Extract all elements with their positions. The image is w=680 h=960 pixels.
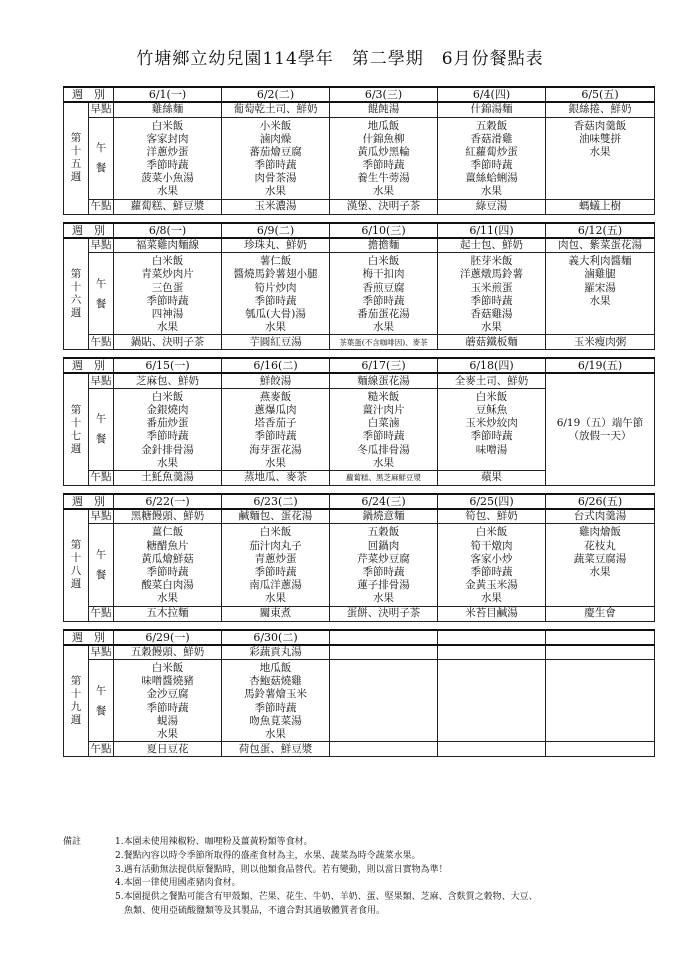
lunch-cell: [114, 524, 222, 606]
lunch-item: 水果: [265, 592, 286, 605]
lunch-item: 南瓜洋蔥湯: [249, 579, 302, 592]
week-header-label: 週 別: [64, 358, 114, 373]
morning-cell: [438, 645, 546, 660]
note-item: 4.本園一律使用國產豬肉食材。: [115, 878, 241, 889]
lunch-cell: [546, 660, 655, 742]
afternoon-cell: 蘿蔔糕、黑芝麻鮮豆漿: [330, 470, 438, 485]
lunch-cell: [222, 117, 330, 199]
morning-cell: 珍珠丸、鮮奶: [222, 238, 330, 253]
lunch-item: 水果: [157, 185, 178, 198]
lunch-item: 水果: [589, 565, 611, 578]
morning-cell: 全麥土司、鮮奶: [438, 373, 546, 388]
week-header-row: [64, 223, 655, 238]
date-cell: [330, 630, 438, 645]
lunch-item: 味噌湯: [475, 443, 508, 456]
lunch-item: 茄汁肉丸子: [249, 539, 302, 552]
lunch-item: 紅蘿蔔炒蛋: [465, 145, 518, 158]
lunch-item: 水果: [589, 294, 611, 307]
lunch-item: 杏鮑菇燒雞: [249, 675, 302, 688]
week-name: [64, 645, 89, 757]
lunch-cell: [330, 524, 438, 606]
lunch-item: 季節時蔬: [254, 294, 297, 307]
lunch-item: 滷雞腿: [584, 268, 616, 281]
lunch-label-text: 午 餐: [95, 277, 117, 310]
lunch-item: 五穀飯: [367, 526, 400, 539]
lunch-label-text: 午 餐: [95, 413, 117, 446]
lunch-item: 黃瓜燴鮮菇: [141, 552, 194, 565]
lunch-cell: [330, 660, 438, 742]
lunch-cell: [330, 253, 438, 335]
morning-label: 早點: [90, 510, 112, 523]
lunch-item: 薑汁肉片: [362, 403, 405, 416]
lunch-item: 香菇肉羹飯: [573, 119, 627, 132]
note-item: 2.餐點內容以時令季節所取得的盛產食材為主，水果、蔬菜為時令蔬菜水果。: [115, 850, 421, 861]
week-header-label: 週 別: [64, 494, 114, 509]
date-cell: 6/11(四): [438, 223, 546, 238]
note-item: 1.本園未使用辣椒粉、咖哩粉及薑黃粉類等食材。: [115, 837, 313, 847]
lunch-item: 季節時蔬: [470, 294, 513, 307]
lunch-item: 味噌醬燒豬: [141, 675, 194, 688]
date-cell: 6/4(四): [438, 87, 546, 102]
lunch-label: [89, 117, 117, 199]
date-cell: 6/1(一): [114, 87, 222, 102]
lunch-item: 四神湯: [151, 307, 184, 320]
lunch-item: 雞肉燴飯: [579, 526, 621, 539]
lunch-item: 蜆湯: [157, 714, 178, 727]
afternoon-cell: 荷包蛋、鮮豆漿: [222, 742, 330, 757]
lunch-item: 水果: [157, 727, 178, 740]
lunch-cell: [546, 117, 655, 199]
note-item: 3.遇有活動無法提供原餐點時，則以他類食品替代。若有變動，則以當日實物為準！: [115, 864, 448, 875]
lunch-item: 白米飯: [259, 526, 292, 539]
morning-cell: 福菜雞肉麵線: [114, 238, 222, 253]
lunch-item: 糙米飯: [367, 390, 400, 403]
date-cell: 6/29(一): [114, 630, 222, 645]
lunch-cell: [438, 117, 546, 199]
morning-label: 早點: [90, 238, 112, 251]
lunch-item: 水果: [481, 321, 502, 334]
week-name-text: 第十五週: [70, 132, 82, 184]
date-cell: 6/22(一): [114, 494, 222, 509]
afternoon-cell: 蘋果: [438, 470, 546, 485]
lunch-item: 水果: [481, 592, 502, 605]
lunch-item: 玉米炒絞肉: [465, 417, 518, 430]
morning-cell: 鮮餃湯: [222, 373, 330, 388]
lunch-row: [64, 524, 655, 606]
lunch-item: 蔬菜豆腐湯: [573, 552, 627, 565]
lunch-item: 黃瓜炒黑輪: [357, 145, 410, 158]
lunch-item: 水果: [265, 456, 286, 469]
holiday-text: 6/19（五）端午節: [556, 416, 644, 429]
lunch-item: 金沙豆腐: [146, 688, 189, 701]
week-table: [63, 629, 655, 758]
page-title: 竹塘鄉立幼兒園114學年 第二學期 6月份餐點表: [136, 49, 544, 69]
lunch-label-text: 午 餐: [95, 548, 117, 581]
lunch-cell: [114, 388, 222, 470]
week-header-label: 週 別: [64, 630, 114, 645]
lunch-item: 水果: [157, 456, 178, 469]
lunch-item: 糖醋魚片: [146, 539, 189, 552]
lunch-item: 洋蔥炒蛋: [146, 145, 189, 158]
lunch-item: 滷肉燥: [259, 132, 292, 145]
lunch-item: 水果: [373, 185, 394, 198]
week-name-text: 第十六週: [70, 267, 82, 319]
lunch-item: 水果: [373, 321, 394, 334]
morning-cell: 擔擔麵: [330, 238, 438, 253]
lunch-item: 什錦魚柳: [362, 132, 405, 145]
morning-cell: 黑糖饅頭、鮮奶: [114, 509, 222, 524]
lunch-item: 水果: [373, 456, 394, 469]
date-cell: 6/8(一): [114, 223, 222, 238]
lunch-item: 醬燒馬鈴薯翅小腿: [233, 268, 318, 281]
morning-cell: 起士包、鮮奶: [438, 238, 546, 253]
afternoon-cell: 蒸地瓜、麥茶: [222, 470, 330, 485]
lunch-label: [89, 388, 117, 470]
morning-cell: 銀絲捲、鮮奶: [546, 102, 655, 117]
lunch-item: 水果: [589, 145, 611, 158]
lunch-item: 燕麥飯: [259, 390, 292, 403]
lunch-cell: [114, 117, 222, 199]
afternoon-cell: 米苔目鹹湯: [438, 606, 546, 621]
lunch-item: 水果: [265, 185, 286, 198]
lunch-item: 油味雙拼: [579, 132, 621, 145]
lunch-item: 番茄炒蛋: [146, 417, 189, 430]
lunch-item: 白米飯: [475, 526, 508, 539]
afternoon-cell: 五木拉麵: [114, 606, 222, 621]
date-cell: 6/2(二): [222, 87, 330, 102]
morning-cell: 芝麻包、鮮奶: [114, 373, 222, 388]
date-cell: [546, 630, 655, 645]
afternoon-label: 午點: [90, 742, 112, 755]
afternoon-label: 午點: [90, 200, 112, 213]
lunch-cell: [222, 660, 330, 742]
morning-label: 早點: [90, 103, 112, 116]
lunch-item: 三色蛋: [151, 281, 184, 294]
lunch-row: [64, 117, 655, 199]
afternoon-row: [64, 335, 655, 350]
lunch-item: 蔥爆瓜肉: [254, 403, 297, 416]
lunch-cell: [546, 524, 655, 606]
lunch-cell: [438, 660, 546, 742]
lunch-item: 地瓜飯: [259, 662, 292, 674]
lunch-item: 季節時蔬: [362, 430, 405, 443]
notes-list: [115, 836, 665, 919]
lunch-item: 季節時蔬: [146, 701, 189, 714]
lunch-item: 筍片炒肉: [254, 281, 297, 294]
afternoon-cell: [330, 742, 438, 757]
lunch-item: 季節時蔬: [254, 701, 297, 714]
date-cell: 6/19(五): [546, 358, 655, 373]
lunch-item: 五穀飯: [475, 119, 508, 132]
afternoon-cell: 茶葉蛋(不含咖啡因)、麥茶: [330, 335, 438, 350]
week-name-text: 第十八週: [70, 539, 82, 591]
lunch-item: 季節時蔬: [254, 159, 297, 172]
lunch-cell: [114, 660, 222, 742]
lunch-item: 金黃玉米湯: [465, 579, 518, 592]
lunch-item: 香菇滑雞: [470, 132, 513, 145]
lunch-item: 金銀燒肉: [146, 403, 189, 416]
lunch-cell: [438, 524, 546, 606]
lunch-item: 季節時蔬: [254, 565, 297, 578]
morning-cell: 肉包、紫菜蛋花湯: [546, 238, 655, 253]
lunch-item: 季節時蔬: [146, 565, 189, 578]
lunch-item: 季節時蔬: [362, 565, 405, 578]
lunch-item: 酸菜白肉湯: [141, 579, 194, 592]
lunch-item: 青菜炒肉片: [141, 268, 194, 281]
lunch-item: 季節時蔬: [146, 159, 189, 172]
week-table: [63, 357, 655, 486]
week-header-row: [64, 494, 655, 509]
lunch-item: 水果: [265, 727, 286, 740]
lunch-cell: [222, 388, 330, 470]
lunch-item: 芹菜炒豆腐: [357, 552, 410, 565]
morning-cell: 什錦湯麵: [438, 102, 546, 117]
menu-table: [63, 86, 654, 764]
date-cell: [438, 630, 546, 645]
afternoon-cell: 螞蟻上樹: [546, 199, 655, 214]
lunch-item: 季節時蔬: [146, 430, 189, 443]
lunch-item: 番茄蛋花湯: [357, 307, 410, 320]
lunch-label-text: 午 餐: [95, 684, 117, 717]
lunch-cell: [438, 253, 546, 335]
lunch-label: [89, 524, 117, 606]
week-table: [63, 493, 655, 622]
date-cell: 6/17(三): [330, 358, 438, 373]
lunch-item: 養生牛蒡湯: [357, 172, 410, 185]
lunch-item: 玉米煎蛋: [470, 281, 513, 294]
week-name: [64, 373, 89, 485]
morning-cell: [546, 645, 655, 660]
week-header-label: 週 別: [64, 87, 114, 102]
lunch-item: 季節時蔬: [362, 159, 405, 172]
notes-label: 備註: [63, 837, 82, 847]
morning-cell: 筍包、鮮奶: [438, 509, 546, 524]
date-cell: 6/24(三): [330, 494, 438, 509]
lunch-item: 馬鈴薯燴玉米: [244, 688, 307, 701]
morning-cell: 葡萄乾土司、鮮奶: [222, 102, 330, 117]
lunch-cell: [222, 253, 330, 335]
afternoon-cell: 芋圓紅豆湯: [222, 335, 330, 350]
week-header-row: [64, 87, 655, 102]
afternoon-cell: 玉米濃湯: [222, 199, 330, 214]
lunch-item: 花枝丸: [584, 539, 616, 552]
week-name: [64, 102, 89, 214]
week-header-row: [64, 630, 655, 645]
lunch-item: 塔香茄子: [254, 417, 297, 430]
lunch-item: 季節時蔬: [470, 565, 513, 578]
date-cell: 6/16(二): [222, 358, 330, 373]
morning-row: [64, 102, 655, 117]
lunch-cell: [330, 388, 438, 470]
morning-cell: 雞絲麵: [114, 102, 222, 117]
lunch-item: 白米飯: [151, 119, 184, 132]
morning-label: 早點: [90, 374, 112, 387]
morning-cell: 台式肉羹湯: [546, 509, 655, 524]
lunch-item: 客家小炒: [470, 552, 513, 565]
morning-cell: 五穀饅頭、鮮奶: [114, 645, 222, 660]
week-header-row: [64, 358, 655, 373]
week-name-text: 第十七週: [70, 403, 82, 455]
lunch-item: 瓠瓜(大骨)湯: [245, 307, 306, 320]
lunch-label-text: 午 餐: [95, 142, 117, 175]
lunch-item: 水果: [157, 321, 178, 334]
lunch-item: 白米飯: [151, 390, 184, 403]
lunch-item: 回鍋肉: [367, 539, 400, 552]
lunch-item: 青蔥炒蛋: [254, 552, 297, 565]
afternoon-row: [64, 742, 655, 757]
lunch-item: 金針排骨湯: [141, 443, 194, 456]
week-name: [64, 509, 89, 621]
lunch-row: [64, 253, 655, 335]
lunch-item: 地瓜飯: [367, 119, 400, 132]
lunch-item: 梅干扣肉: [362, 268, 405, 281]
date-cell: 6/23(二): [222, 494, 330, 509]
date-cell: 6/5(五): [546, 87, 655, 102]
lunch-item: 水果: [265, 321, 286, 334]
morning-row: [64, 509, 655, 524]
date-cell: 6/15(一): [114, 358, 222, 373]
lunch-cell: [222, 524, 330, 606]
lunch-item: 季節時蔬: [470, 159, 513, 172]
morning-row: [64, 373, 655, 388]
note-item: 5.本園提供之餐點可能含有甲殼類、芒果、花生、牛奶、羊奶、蛋、堅果類、芝麻、含麩質之穀物、大豆、: [115, 892, 538, 903]
afternoon-cell: [438, 742, 546, 757]
lunch-item: 白米飯: [151, 255, 184, 268]
lunch-item: 季節時蔬: [362, 294, 405, 307]
lunch-item: 筍干燉肉: [470, 539, 513, 552]
lunch-item: 薑仁飯: [151, 526, 184, 539]
lunch-item: 胚芽米飯: [470, 255, 513, 268]
lunch-cell: [330, 117, 438, 199]
afternoon-row: [64, 199, 655, 214]
lunch-item: 洋蔥燉馬鈴薯: [460, 268, 523, 281]
afternoon-label: 午點: [90, 471, 112, 484]
afternoon-cell: 土魠魚羹湯: [114, 470, 222, 485]
morning-cell: [330, 645, 438, 660]
morning-cell: 鹹麵包、蛋花湯: [222, 509, 330, 524]
morning-row: [64, 238, 655, 253]
lunch-item: 季節時蔬: [146, 294, 189, 307]
lunch-item: 季節時蔬: [470, 430, 513, 443]
date-cell: 6/9(二): [222, 223, 330, 238]
date-cell: 6/26(五): [546, 494, 655, 509]
afternoon-cell: 夏日豆花: [114, 742, 222, 757]
afternoon-cell: 鍋貼、決明子茶: [114, 335, 222, 350]
lunch-row: [64, 660, 655, 742]
afternoon-cell: 關東煮: [222, 606, 330, 621]
afternoon-cell: 蛋餅、決明子茶: [330, 606, 438, 621]
lunch-item: 水果: [481, 185, 502, 198]
week-name-text: 第十九週: [70, 674, 82, 726]
lunch-item: 豆稣魚: [475, 403, 508, 416]
lunch-item: 水果: [157, 592, 178, 605]
afternoon-cell: 玉米瘦肉粥: [546, 335, 655, 350]
holiday-text: （放假一天）: [568, 429, 632, 442]
lunch-item: 白米飯: [367, 255, 400, 268]
morning-cell: 彩蔬貢丸湯: [222, 645, 330, 660]
date-cell: 6/30(二): [222, 630, 330, 645]
lunch-item: 薑絲蛤蜊湯: [465, 172, 518, 185]
date-cell: 6/12(五): [546, 223, 655, 238]
afternoon-cell: [546, 742, 655, 757]
note-item: 魚類、使用亞硫酸鹽類等及其製品，不適合對其過敏體質者食用。: [115, 905, 386, 916]
lunch-item: 水果: [373, 592, 394, 605]
morning-cell: 鍋燒意麵: [330, 509, 438, 524]
morning-cell: 餛飩湯: [330, 102, 438, 117]
lunch-item: 白米飯: [475, 390, 508, 403]
lunch-cell: [546, 253, 655, 335]
week-table: [63, 222, 655, 351]
morning-label: 早點: [90, 645, 112, 658]
date-cell: 6/25(四): [438, 494, 546, 509]
lunch-item: 菠菜小魚湯: [141, 172, 194, 185]
afternoon-cell: 蘿蔔糕、鮮豆漿: [114, 199, 222, 214]
lunch-label: [89, 253, 117, 335]
lunch-item: 香菇雞湯: [470, 307, 513, 320]
holiday-cell: [546, 373, 655, 485]
afternoon-cell: 綠豆湯: [438, 199, 546, 214]
afternoon-cell: 漢堡、決明子茶: [330, 199, 438, 214]
week-header-label: 週 別: [64, 223, 114, 238]
lunch-item: 小米飯: [259, 119, 292, 132]
week-name: [64, 238, 89, 350]
lunch-item: 海芽蛋花湯: [249, 443, 302, 456]
lunch-item: 香煎豆腐: [362, 281, 405, 294]
lunch-item: 冬瓜排骨湯: [357, 443, 410, 456]
lunch-item: 薯仁飯: [259, 255, 292, 268]
lunch-item: 白菜滷: [367, 417, 400, 430]
date-cell: 6/18(四): [438, 358, 546, 373]
lunch-item: 白米飯: [151, 662, 184, 674]
lunch-item: 義大利肉醬麵: [568, 255, 632, 268]
lunch-label: [89, 660, 117, 742]
lunch-item: 吻魚莧菜湯: [249, 714, 302, 727]
afternoon-label: 午點: [90, 607, 112, 619]
lunch-cell: [438, 388, 546, 470]
lunch-cell: [114, 253, 222, 335]
lunch-item: 季節時蔬: [254, 430, 297, 443]
morning-row: [64, 645, 655, 660]
date-cell: 6/10(三): [330, 223, 438, 238]
lunch-item: 客家封肉: [146, 132, 189, 145]
lunch-item: 肉骨茶湯: [254, 172, 297, 185]
lunch-item: 蓮子排骨湯: [357, 579, 410, 592]
afternoon-row: [64, 606, 655, 621]
week-table: [63, 86, 655, 215]
afternoon-cell: 慶生會: [546, 606, 655, 621]
date-cell: 6/3(三): [330, 87, 438, 102]
lunch-item: 羅宋湯: [584, 281, 616, 294]
morning-cell: 麵線蛋花湯: [330, 373, 438, 388]
afternoon-cell: 蘑菇鐵板麵: [438, 335, 546, 350]
afternoon-label: 午點: [90, 335, 112, 348]
lunch-item: 蕃茄燴豆腐: [249, 145, 302, 158]
